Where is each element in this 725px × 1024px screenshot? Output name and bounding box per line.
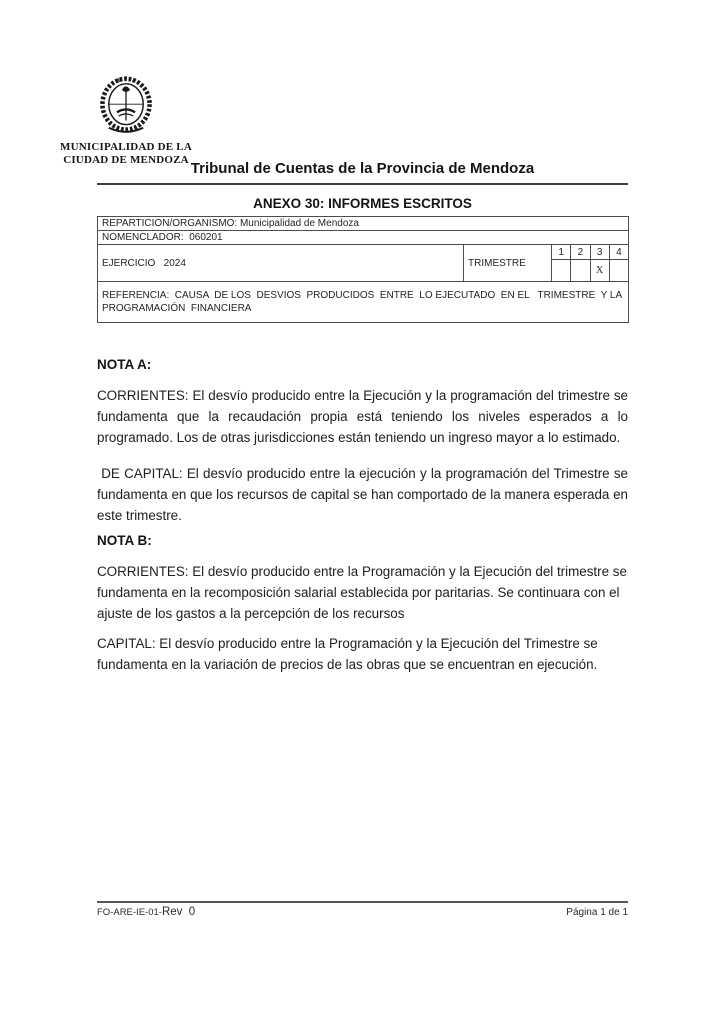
page-footer <box>97 901 628 918</box>
document-body <box>97 160 632 675</box>
anexo-heading: ANEXO 30: INFORMES ESCRITOS <box>253 196 472 211</box>
table-row <box>98 245 629 260</box>
footer-form-code: FO-ARE-IE-01- <box>97 907 162 918</box>
footer-revision: Rev 0 <box>161 906 196 918</box>
quarter-mark-4 <box>609 260 628 282</box>
table-row <box>98 282 629 323</box>
org-name-line2: CIUDAD DE MENDOZA <box>63 153 189 166</box>
nota-b-paragraph-capital: CAPITAL: El desvío producido entre la Programación y la Ejecución del Trimestre se fundamenta en la variación de precios de las obras que se encuentran en ejecución. <box>97 636 602 672</box>
nota-a-paragraph-de-capital: DE CAPITAL: El desvío producido entre la ejecución y la programación del Trimestre se fundamenta en que los recursos de capital se han comportado de la manera esperada en este trimestre. <box>97 466 632 523</box>
coat-of-arms-icon <box>56 74 196 138</box>
document-title: Tribunal de Cuentas de la Provincia de Mendoza <box>97 160 628 185</box>
org-name-line1: MUNICIPALIDAD DE LA <box>60 141 192 153</box>
nota-b-paragraph-corrientes: CORRIENTES: El desvío producido entre la Programación y la Ejecución del trimestre se fundamenta en la recomposición salarial establecida por paritarias. Se continuara con el ajuste de los gastos a la percepción de los recursos <box>97 564 631 621</box>
quarter-mark-2 <box>571 260 590 282</box>
footer-page-number: Página 1 de 1 <box>566 907 628 918</box>
referencia-cell: REFERENCIA: CAUSA DE LOS DESVIOS PRODUCIDOS ENTRE LO EJECUTADO EN EL TRIMESTRE Y LA PROGRAMACIÓN FINANCIERA <box>98 282 629 323</box>
nota-a-heading: NOTA A: <box>97 357 152 372</box>
quarter-header-1: 1 <box>552 245 571 260</box>
org-logo-block <box>56 74 196 166</box>
table-row <box>98 217 629 231</box>
quarter-header-3: 3 <box>590 245 609 260</box>
footer-doc-code <box>97 906 195 918</box>
reparticion-cell: REPARTICION/ORGANISMO: Municipalidad de Mendoza <box>98 217 629 231</box>
ejercicio-cell: EJERCICIO 2024 <box>98 245 464 282</box>
quarter-header-2: 2 <box>571 245 590 260</box>
trimestre-label-cell: TRIMESTRE <box>464 245 552 282</box>
form-table <box>97 216 629 323</box>
quarter-mark-3: X <box>590 260 609 282</box>
nota-a-paragraph-corrientes: CORRIENTES: El desvío producido entre la Ejecución y la programación del trimestre se fundamenta que la recaudación propia está teniendo los niveles esperados a lo programado. Los de otras jurisdicciones están teniendo un ingreso mayor a lo estimado. <box>97 388 632 445</box>
quarter-header-4: 4 <box>609 245 628 260</box>
table-row <box>98 231 629 245</box>
nota-b-heading: NOTA B: <box>97 533 152 548</box>
nomenclador-cell: NOMENCLADOR: 060201 <box>98 231 629 245</box>
quarter-mark-1 <box>552 260 571 282</box>
